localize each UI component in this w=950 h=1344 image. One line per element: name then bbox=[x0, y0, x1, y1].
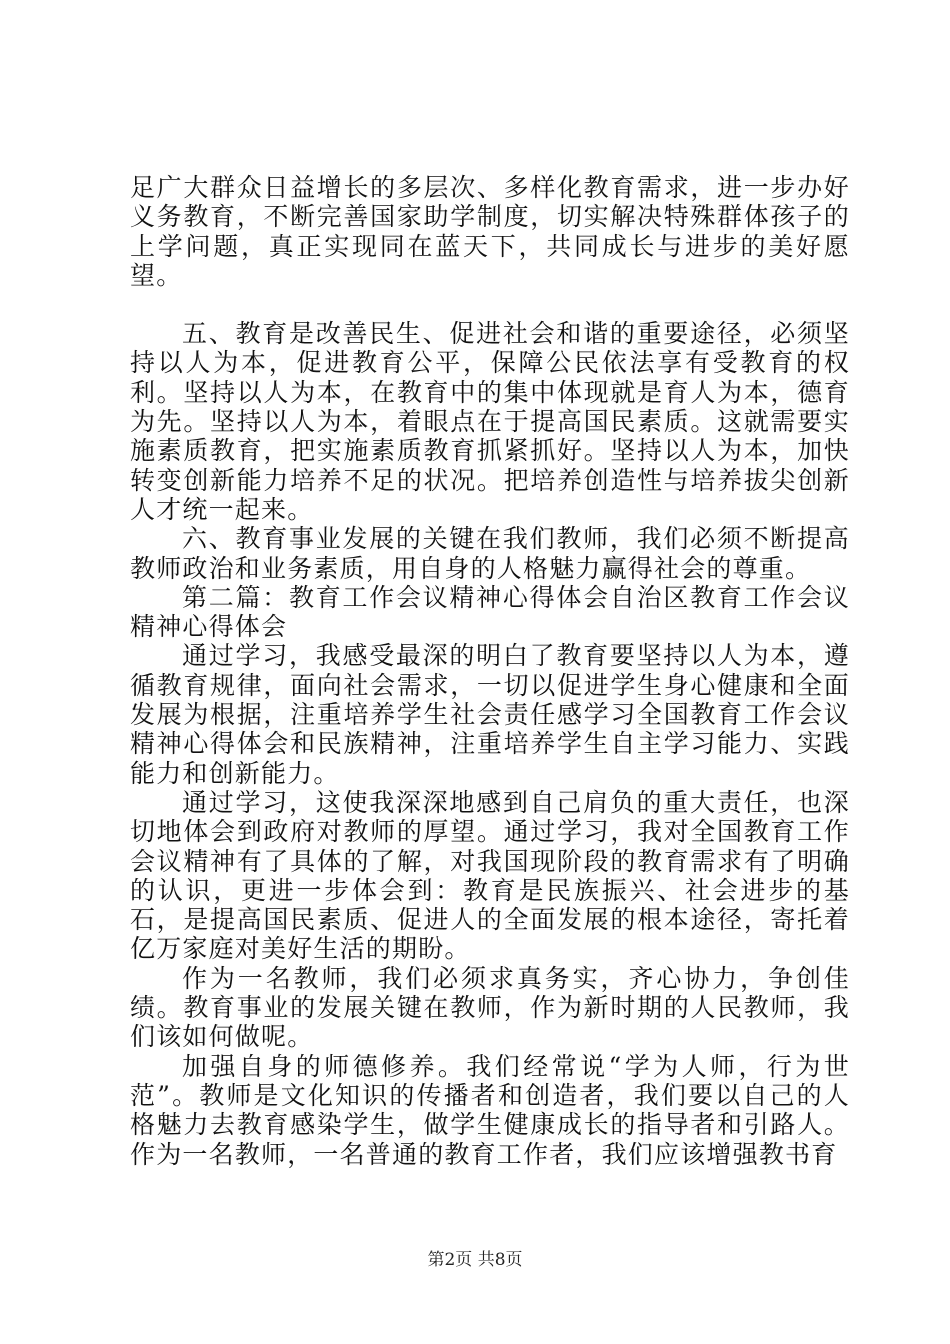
paragraph-gap bbox=[130, 290, 850, 319]
paragraph-study-1: 通过学习，我感受最深的明白了教育要坚持以人为本，遵循教育规律，面向社会需求，一切以促进学生身心健康和全面发展为根据，注重培养学生社会责任感学习全国教育工作会议精神心得体会和民族精神，注重培养学生自主学习能力、实践能力和创新能力。 bbox=[130, 641, 850, 788]
page-number-footer: 第2页 共8页 bbox=[427, 1250, 523, 1270]
paragraph-continuation: 足广大群众日益增长的多层次、多样化教育需求，进一步办好义务教育，不断完善国家助学制度，切实解决特殊群体孩子的上学问题，真正实现同在蓝天下，共同成长与进步的美好愿望。 bbox=[130, 173, 850, 290]
paragraph-section-six: 六、教育事业发展的关键在我们教师，我们必须不断提高教师政治和业务素质，用自身的人格魅力赢得社会的尊重。 bbox=[130, 524, 850, 583]
section-heading-part-two: 第二篇：教育工作会议精神心得体会自治区教育工作会议精神心得体会 bbox=[130, 582, 850, 642]
document-body bbox=[130, 173, 850, 1169]
paragraph-teacher-role: 作为一名教师，我们必须求真务实，齐心协力，争创佳绩。教育事业的发展关键在教师，作为新时期的人民教师，我们该如何做呢。 bbox=[130, 963, 850, 1052]
paragraph-section-five: 五、教育是改善民生、促进社会和谐的重要途径，必须坚持以人为本，促进教育公平，保障公民依法享有受教育的权利。坚持以人为本，在教育中的集中体现就是育人为本，德育为先。坚持以人为本，着眼点在于提高国民素质。这就需要实施素质教育，把实施素质教育抓紧抓好。坚持以人为本，加快转变创新能力培养不足的状况。把培养创造性与培养拔尖创新人才统一起来。 bbox=[130, 319, 850, 524]
paragraph-ethics: 加强自身的师德修养。我们经常说“学为人师，行为世范”。教师是文化知识的传播者和创造者，我们要以自己的人格魅力去教育感染学生，做学生健康成长的指导者和引路人。作为一名教师，一名普通的教育工作者，我们应该增强教书育 bbox=[130, 1051, 850, 1169]
paragraph-study-2: 通过学习，这使我深深地感到自己肩负的重大责任，也深切地体会到政府对教师的厚望。通过学习，我对全国教育工作会议精神有了具体的了解，对我国现阶段的教育需求有了明确的认识，更进一步体会到：教育是民族振兴、社会进步的基石，是提高国民素质、促进人的全面发展的根本途径，寄托着亿万家庭对美好生活的期盼。 bbox=[130, 787, 850, 964]
